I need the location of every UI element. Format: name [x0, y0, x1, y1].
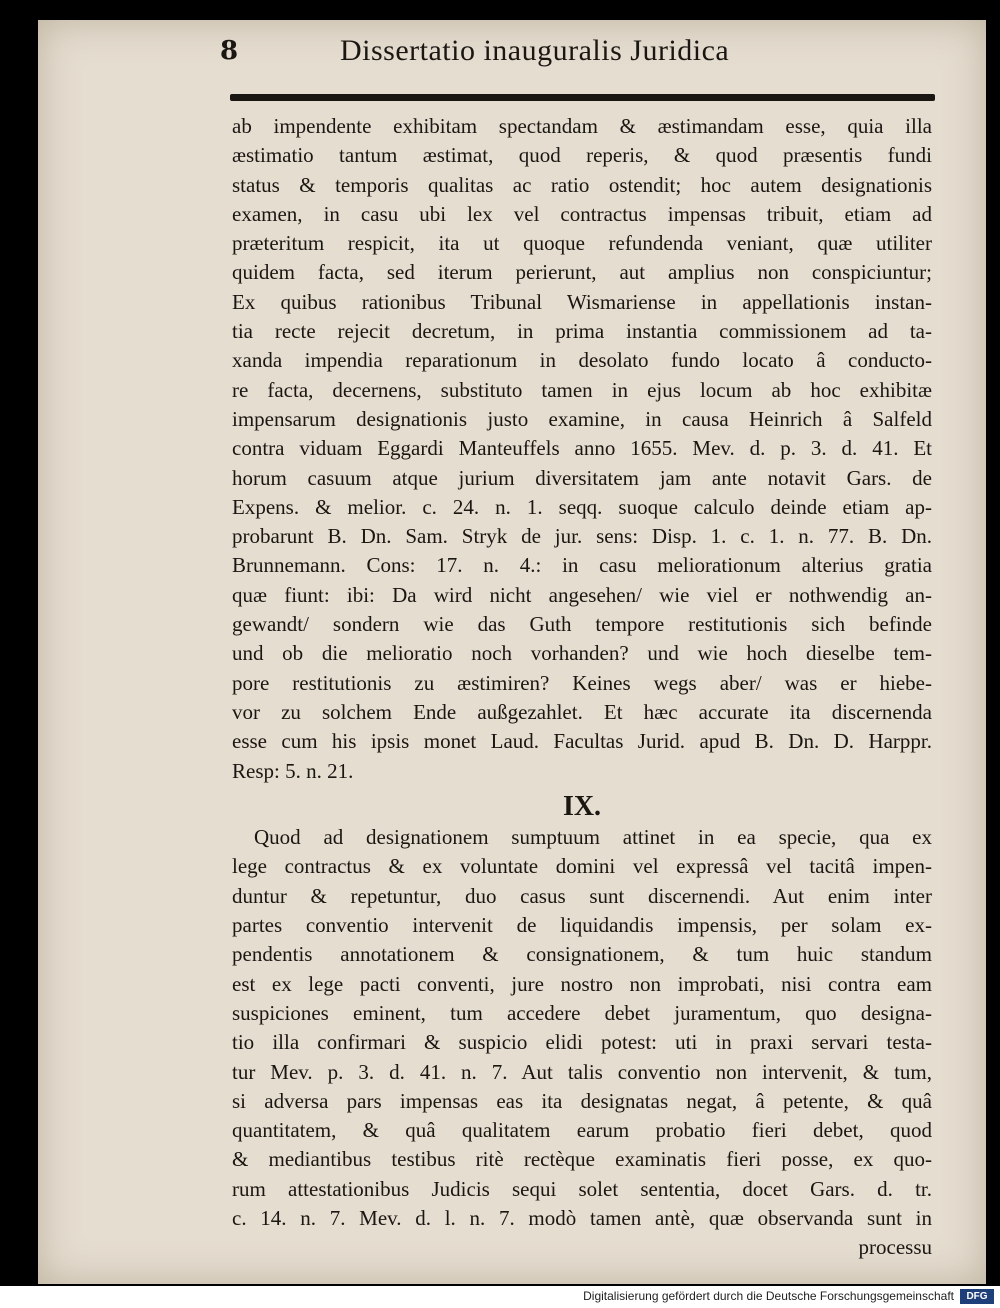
text-line: æstimatio tantum æstimat, quod reperis, & quod præsentis fundi: [232, 143, 932, 168]
text-line: Expens. & melior. c. 24. n. 1. seqq. suoque calculo deinde etiam ap-: [232, 494, 932, 519]
text-line: re facta, decernens, substituto tamen in ejus locum ab hoc exhibitæ: [232, 377, 932, 402]
text-line: præteritum respicit, ita ut quoque refundenda veniant, quæ utiliter: [232, 231, 932, 256]
text-line: status & temporis qualitas ac ratio ostendit; hoc autem designationis: [232, 172, 932, 197]
catchword: processu: [858, 1235, 932, 1260]
text-line: quidem facta, sed iterum perierunt, aut amplius non conspiciuntur;: [232, 260, 932, 285]
body-text: [232, 112, 932, 1263]
text-line: gewandt/ sondern wie das Guth tempore restitutionis sich befinde: [232, 612, 932, 637]
text-line: suspiciones eminent, tum accedere debet juramentum, quo designa-: [232, 1000, 932, 1025]
digitization-footer: [0, 1286, 1000, 1308]
footer-credit: Digitalisierung gefördert durch die Deutsche Forschungsgemeinschaft: [583, 1289, 954, 1303]
text-line: rum attestationibus Judicis sequi solet sententia, docet Gars. d. tr.: [232, 1176, 932, 1201]
text-line: si adversa pars impensas eas ita designatas negat, â petente, & quâ: [232, 1088, 932, 1113]
text-line: quantitatem, & quâ qualitatem earum probatio fieri debet, quod: [232, 1118, 932, 1143]
text-line: duntur & repetuntur, duo casus sunt discernendi. Aut enim inter: [232, 883, 932, 908]
text-line: quæ fiunt: ibi: Da wird nicht angesehen/ wie viel er nothwendig an-: [232, 582, 932, 607]
text-line: lege contractus & ex voluntate domini vel expressâ vel tacitâ impen-: [232, 854, 932, 879]
text-line: pendentis annotationem & consignationem, & tum huic standum: [232, 942, 932, 967]
page-number: 8: [220, 36, 239, 66]
text-line: horum casuum atque jurium diversitatem jam ante notavit Gars. de: [232, 465, 932, 490]
text-line: contra viduam Eggardi Manteuffels anno 1655. Mev. d. p. 3. d. 41. Et: [232, 436, 932, 461]
text-line: und ob die melioratio noch vorhanden? und wie hoch dieselbe tem-: [232, 641, 932, 666]
running-title: Dissertatio inauguralis Juridica: [340, 34, 730, 67]
text-line: xanda impendia reparationum in desolato fundo locato â conducto-: [232, 348, 932, 373]
header-rule: [230, 94, 935, 101]
text-line: tur Mev. p. 3. d. 41. n. 7. Aut talis conventio non intervenit, & tum,: [232, 1059, 932, 1084]
text-line: ab impendente exhibitam spectandam & æstimandam esse, quia illa: [232, 114, 932, 138]
page-header: [200, 34, 940, 84]
text-line: Ex quibus rationibus Tribunal Wismariense in appellationis instan-: [232, 289, 932, 314]
text-line: impensarum designationis justo examine, in causa Heinrich â Salfeld: [232, 406, 932, 431]
text-line: c. 14. n. 7. Mev. d. l. n. 7. modò tamen antè, quæ observanda sunt in: [232, 1205, 932, 1230]
dfg-logo-icon: DFG: [960, 1289, 994, 1304]
text-line: Quod ad designationem sumptuum attinet in ea specie, qua ex: [254, 825, 932, 850]
text-line: Resp: 5. n. 21.: [232, 758, 354, 783]
text-line: pore restitutionis zu æstimiren? Keines wegs aber/ was er hiebe-: [232, 670, 932, 695]
text-line: & mediantibus testibus ritè rectèque examinatis fieri posse, ex quo-: [232, 1147, 932, 1172]
text-line: Brunnemann. Cons: 17. n. 4.: in casu meliorationum alterius gratia: [232, 553, 932, 578]
text-line: est ex lege pacti conventi, jure nostro non improbati, nisi contra eam: [232, 971, 932, 996]
section-heading: IX.: [562, 790, 602, 822]
text-line: partes conventio intervenit de liquidandis impensis, per solam ex-: [232, 913, 932, 938]
text-line: examen, in casu ubi lex vel contractus impensas tribuit, etiam ad: [232, 201, 932, 226]
text-line: vor zu solchem Ende außgezahlet. Et hæc accurate ita discernenda: [232, 699, 932, 724]
text-line: probarunt B. Dn. Sam. Stryk de jur. sens: Disp. 1. c. 1. n. 77. B. Dn.: [232, 524, 932, 549]
text-line: esse cum his ipsis monet Laud. Facultas Jurid. apud B. Dn. D. Harppr.: [232, 729, 932, 754]
text-line: tia recte rejecit decretum, in prima instantia commissionem ad ta-: [232, 319, 932, 344]
text-line: tio illa confirmari & suspicio elidi potest: uti in praxi servari testa-: [232, 1030, 932, 1055]
